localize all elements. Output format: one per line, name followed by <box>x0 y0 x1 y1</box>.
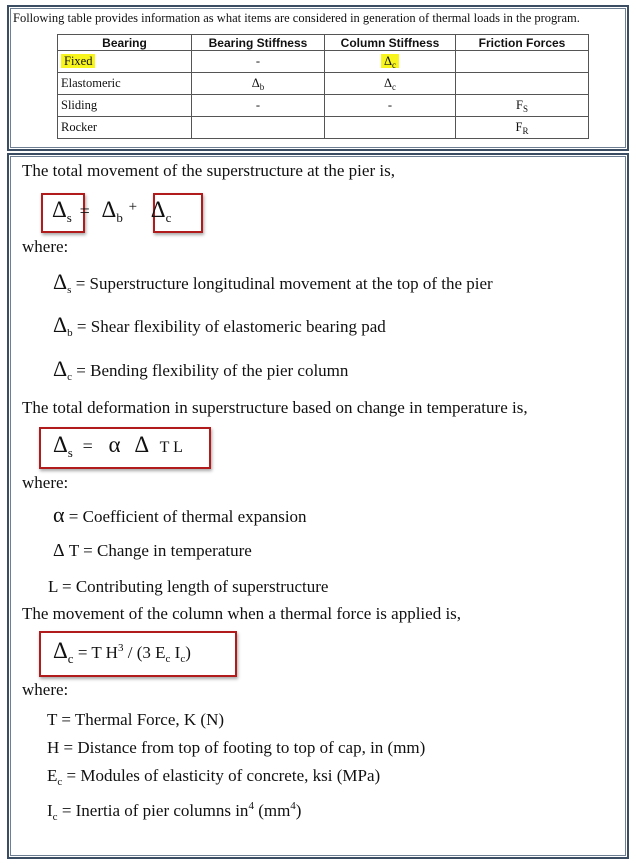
cell-column-stiffness <box>325 117 456 139</box>
definition-thermal-force: T = Thermal Force, K (N) <box>47 710 225 729</box>
table-row <box>58 51 589 73</box>
equation-column-movement: $\Delta_c = T$ $H^3 / (3$ $E_c$ $I_c$) <box>53 638 191 666</box>
intro-column-movement: The movement of the column when a thermal force is applied is, <box>22 604 462 623</box>
table-intro-text: Following table provides information as what items are considered in generation of thermal loads in the program. <box>13 11 580 25</box>
cell-bearing-rocker: Rocker <box>58 117 192 139</box>
cell-friction: $F_S$ <box>456 95 589 117</box>
table-row <box>58 73 589 95</box>
cell-friction: $F_R$ <box>456 117 589 139</box>
definition-inertia: $I_c$ = Inertia of pier columns $in^4$ $(mm^4)$ <box>47 800 302 823</box>
where-label-2: where: <box>22 473 69 492</box>
header-bearing: Bearing <box>58 35 192 51</box>
intro-total-deformation: The total deformation in superstructure based on change in temperature is, <box>22 398 528 417</box>
cell-bearing-stiffness: - <box>192 95 325 117</box>
equation-total-deformation: $\Delta_s = \alpha$ Δ T L <box>53 432 183 460</box>
definition-modulus-elasticity: $E_c$ = Modules of elasticity of concrete, ksi (MPa) <box>47 766 381 788</box>
cell-bearing-stiffness: $\Delta_b$ <box>192 73 325 95</box>
cell-column-stiffness: $\Delta_c$ <box>325 73 456 95</box>
table-header-row <box>58 35 589 51</box>
definition-length: L = Contributing length of superstructure <box>48 577 329 596</box>
definition-delta-t: Δ T = Change in temperature <box>53 540 252 560</box>
thermal-load-table-panel <box>7 5 629 151</box>
header-column-stiffness: Column Stiffness <box>325 35 456 51</box>
header-bearing-stiffness: Bearing Stiffness <box>192 35 325 51</box>
definition-alpha: α = Coefficient of thermal expansion <box>53 502 307 527</box>
table-row <box>58 117 589 139</box>
where-label-3: where: <box>22 680 69 699</box>
equation-total-movement: $\Delta_s = \Delta_b$ + $\Delta_c$ <box>52 197 172 225</box>
cell-bearing-stiffness: - <box>192 51 325 73</box>
definition-delta-b: $\Delta_b$ = Shear flexibility of elastomeric bearing pad <box>53 312 386 339</box>
cell-bearing-elastomeric: Elastomeric <box>58 73 192 95</box>
header-friction-forces: Friction Forces <box>456 35 589 51</box>
cell-friction <box>456 51 589 73</box>
definition-delta-s: $\Delta_s$ = Superstructure longitudinal movement at the top of the pier <box>53 269 493 296</box>
bearing-table <box>57 34 589 139</box>
cell-bearing-stiffness <box>192 117 325 139</box>
cell-bearing-sliding: Sliding <box>58 95 192 117</box>
definition-distance: H = Distance from top of footing to top of cap, in (mm) <box>47 738 426 757</box>
cell-friction <box>456 73 589 95</box>
cell-column-stiffness: - <box>325 95 456 117</box>
table-row <box>58 95 589 117</box>
cell-column-stiffness: $\Delta_c$ <box>325 51 456 73</box>
definition-delta-c: $\Delta_c$ = Bending flexibility of the pier column <box>53 356 349 383</box>
cell-bearing-fixed: Fixed <box>58 51 192 73</box>
intro-total-movement: The total movement of the superstructure at the pier is, <box>22 161 395 180</box>
equations-panel <box>7 153 629 859</box>
where-label-1: where: <box>22 237 69 256</box>
